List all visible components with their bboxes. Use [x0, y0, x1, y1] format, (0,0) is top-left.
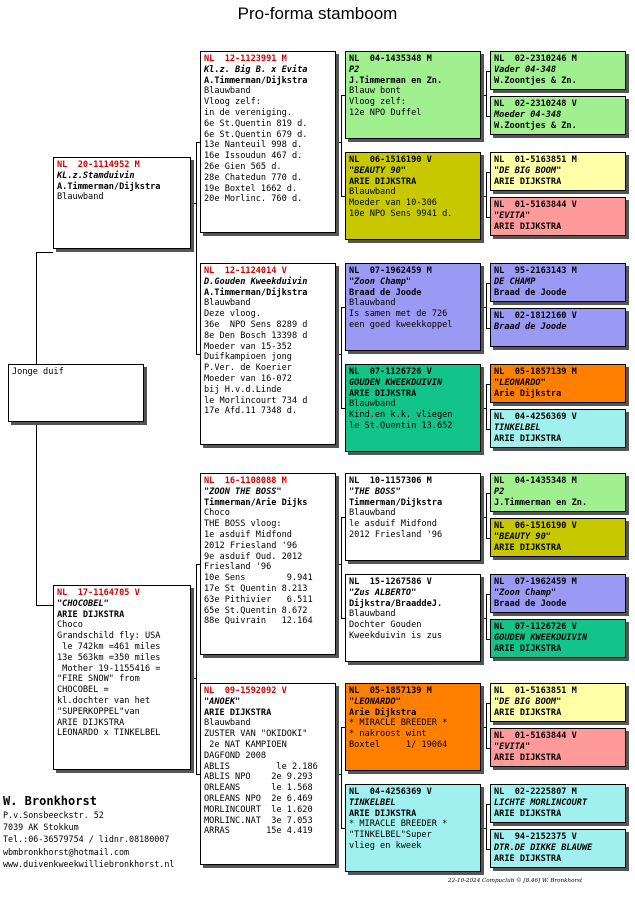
- great-great-grandparent-card: [490, 518, 626, 557]
- pedigree-line: 9e asduif Oud. 2012: [204, 551, 303, 562]
- pedigree-line: Moeder van 10-306: [349, 198, 437, 209]
- pedigree-line: Deze vloog.: [204, 309, 261, 320]
- pedigree-line: DAGFOND 2008: [204, 750, 267, 761]
- pedigree-line: 28e Chatedun 770 d.: [204, 172, 303, 183]
- ring-number: NL 07-1962459 M: [494, 577, 577, 587]
- pedigree-line: "Zoon Champ": [349, 276, 412, 287]
- parent-card: [53, 157, 191, 249]
- connector-line: [486, 594, 487, 640]
- pedigree-line: "TINKELBEL"Super: [349, 830, 432, 841]
- pedigree-line: Blauwband: [349, 508, 396, 519]
- great-grandparent-card: [345, 152, 481, 240]
- pedigree-line: 63e Pithivier 6.511: [204, 594, 313, 605]
- pedigree-line: * MIRACLE BREEDER *: [349, 718, 448, 729]
- pedigree-line: "ANOEK": [204, 696, 241, 707]
- pedigree-line: ARIE DIJKSTRA: [349, 388, 417, 399]
- connector-line: [196, 142, 197, 355]
- pedigree-line: "EVITA": [494, 210, 531, 221]
- great-great-grandparent-card: [490, 683, 626, 722]
- great-great-grandparent-card: [490, 263, 626, 302]
- pedigree-line: GOUDEN KWEEKDUIVIN: [349, 377, 443, 388]
- great-grandparent-card: [345, 263, 481, 351]
- pedigree-line: 13e Nanteuil 998 d.: [204, 140, 303, 151]
- pedigree-line: ARIE DIJKSTRA: [57, 609, 125, 620]
- owner-info: [3, 793, 174, 870]
- pedigree-line: Friesland '96: [204, 562, 272, 573]
- pedigree-line: Blauwband: [349, 399, 396, 410]
- pedigree-line: Blauwband: [349, 298, 396, 309]
- pedigree-line: 8e Den Bosch 13398 d: [204, 330, 308, 341]
- ring-number: NL 20-1114952 M: [57, 160, 140, 170]
- pedigree-line: "THE BOSS": [349, 486, 401, 497]
- pedigree-line: "Zus ALBERTO": [349, 587, 417, 598]
- owner-line: Tel.:06-36579754 / lidnr.08180007: [3, 834, 170, 845]
- great-great-grandparent-card: [490, 728, 626, 767]
- pedigree-line: Vader 04-348: [494, 64, 557, 75]
- pedigree-line: Blauw bont: [349, 86, 401, 97]
- pedigree-line: "BEAUTY 90": [349, 165, 406, 176]
- great-great-grandparent-card: [490, 96, 626, 135]
- pedigree-line: ARIE DIJKSTRA: [204, 707, 272, 718]
- pedigree-line: Braad de Joode: [349, 287, 422, 298]
- pedigree-line: 6e St.Quentin 819 d.: [204, 118, 308, 129]
- ring-number: NL 01-5163844 V: [494, 731, 577, 741]
- pedigree-line: "ZOON THE BOSS": [204, 486, 282, 497]
- owner-name: W. Bronkhorst: [3, 794, 97, 808]
- pedigree-line: ARIE DIJKSTRA: [349, 808, 417, 819]
- pedigree-line: Choco: [57, 620, 83, 631]
- pedigree-line: Moeder van 16-072: [204, 373, 292, 384]
- connector-line: [486, 71, 487, 117]
- ring-number: NL 04-1435348 M: [349, 54, 432, 64]
- pedigree-line: Blauwband: [204, 718, 251, 729]
- grandparent-card: [200, 473, 336, 655]
- connector-line: [341, 727, 342, 829]
- pedigree-line: GOUDEN KWEEKDUIVIN: [494, 632, 588, 643]
- pedigree-line: 36e NPO Sens 8289 d: [204, 319, 308, 330]
- pedigree-line: "CHOCOBEL": [57, 598, 109, 609]
- great-grandparent-card: [345, 364, 481, 452]
- pedigree-line: 2012 Friesland '96: [204, 540, 298, 551]
- pedigree-line: Kl.z. Big B. x Evita: [204, 64, 308, 75]
- great-great-grandparent-card: [490, 152, 626, 191]
- pedigree-line: ARIE DIJKSTRA: [494, 433, 562, 444]
- pedigree-line: ARIE DIJKSTRA: [494, 752, 562, 763]
- ring-number: NL 16-1108088 M: [204, 476, 287, 486]
- pedigree-line: TINKELBEL: [349, 797, 396, 808]
- pedigree-line: * nakroost wint: [349, 729, 427, 740]
- pedigree-line: 26e Gien 565 d.: [204, 161, 282, 172]
- connector-line: [36, 252, 53, 253]
- pedigree-line: ARIE DIJKSTRA: [494, 808, 562, 819]
- pedigree-line: 17e St Quentin 8.213: [204, 583, 308, 594]
- pedigree-line: Dijkstra/BraaddeJ.: [349, 598, 443, 609]
- pedigree-line: 2012 Friesland '96: [349, 529, 443, 540]
- great-great-grandparent-card: [490, 619, 626, 658]
- connector-line: [341, 517, 342, 619]
- pedigree-line: "DE BIG BOOM": [494, 165, 562, 176]
- pedigree-line: "LEONARDO": [494, 377, 546, 388]
- pedigree-line: W.Zoontjes & Zn.: [494, 120, 577, 131]
- pedigree-line: 65e St.Quentin 8.672: [204, 605, 308, 616]
- pedigree-line: 16e Issoudun 467 d.: [204, 151, 303, 162]
- page-title: Pro-forma stamboom: [237, 4, 398, 23]
- pedigree-line: ARIE DIJKSTRA: [494, 542, 562, 553]
- pedigree-line: A.Timmerman/Dijkstra: [204, 75, 308, 86]
- ring-number: NL 05-1857139 M: [349, 686, 432, 696]
- pedigree-line: Blauwband: [349, 187, 396, 198]
- pedigree-line: 2e NAT KAMPIOEN: [204, 739, 287, 750]
- ring-number: NL 07-1962459 M: [349, 266, 432, 276]
- pedigree-line: Timmerman/Arie Dijks: [204, 497, 308, 508]
- pedigree-line: Is samen met de 726: [349, 309, 448, 320]
- great-great-grandparent-card: [490, 473, 626, 512]
- connector-line: [341, 95, 342, 197]
- great-great-grandparent-card: [490, 784, 626, 823]
- pedigree-line: Duifkampioen jong: [204, 352, 292, 363]
- pedigree-line: Kweekduivin is zus: [349, 630, 443, 641]
- connector-line: [36, 252, 37, 364]
- ring-number: NL 17-1164705 V: [57, 588, 140, 598]
- ring-number: NL 01-5163851 M: [494, 686, 577, 696]
- ring-number: NL 01-5163851 M: [494, 155, 577, 165]
- connector-line: [486, 283, 487, 329]
- pedigree-line: Vloog zelf:: [349, 97, 406, 108]
- pedigree-line: ARIE DIJKSTRA: [494, 176, 562, 187]
- pedigree-line: 6e St.Quentin 679 d.: [204, 129, 308, 140]
- ring-number: NL 12-1124014 V: [204, 266, 287, 276]
- pedigree-line: 13e 563km =350 miles: [57, 652, 161, 663]
- connector-line: [486, 804, 487, 850]
- ring-number: NL 01-5163844 V: [494, 200, 577, 210]
- pedigree-line: ARIE DIJKSTRA: [57, 717, 125, 728]
- pedigree-line: TINKELBEL: [494, 422, 541, 433]
- pedigree-line: A.Timmerman/Dijkstra: [204, 287, 308, 298]
- great-great-grandparent-card: [490, 409, 626, 448]
- pedigree-line: "EVITA": [494, 741, 531, 752]
- pedigree-line: Choco: [204, 508, 230, 519]
- pedigree-line: "LEONARDO": [349, 696, 401, 707]
- pedigree-line: Vloog zelf:: [204, 97, 261, 108]
- great-grandparent-card: [345, 683, 481, 771]
- owner-line: www.duivenkweekwilliebronkhorst.nl: [3, 858, 175, 869]
- connector-line: [486, 172, 487, 218]
- pedigree-line: 12e NPO Duffel: [349, 107, 422, 118]
- pedigree-line: ZUSTER VAN "OKIDOKI": [204, 729, 308, 740]
- pedigree-line: ARRAS 15e 4.419: [204, 826, 313, 837]
- ring-number: NL 09-1592092 V: [204, 686, 287, 696]
- great-great-grandparent-card: [490, 51, 626, 90]
- great-grandparent-card: [345, 784, 481, 872]
- connector-line: [486, 384, 487, 430]
- pedigree-line: Arie Dijkstra: [349, 707, 417, 718]
- pedigree-line: KL.z.Stamduivin: [57, 170, 135, 181]
- pedigree-line: een goed kweekkoppel: [349, 319, 453, 330]
- ring-number: NL 12-1123991 M: [204, 54, 287, 64]
- pedigree-line: 20e Morlinc. 760 d.: [204, 194, 303, 205]
- pedigree-line: ARIE DIJKSTRA: [494, 853, 562, 864]
- subject-card: [8, 364, 144, 422]
- pedigree-line: in de vereniging.: [204, 107, 292, 118]
- pedigree-line: ARIE DIJKSTRA: [494, 221, 562, 232]
- pedigree-line: "DE BIG BOOM": [494, 696, 562, 707]
- pedigree-line: ARIE DIJKSTRA: [349, 176, 417, 187]
- pedigree-line: Moeder van 15-352: [204, 341, 292, 352]
- ring-number: NL 07-1126726 V: [494, 622, 577, 632]
- pedigree-line: D.Gouden Kweekduivin: [204, 276, 308, 287]
- ring-number: NL 04-1435348 M: [494, 476, 577, 486]
- pedigree-line: 10e Sens 9.941: [204, 573, 313, 584]
- pedigree-line: le asduif Midfond: [349, 519, 437, 530]
- great-great-grandparent-card: [490, 574, 626, 613]
- connector-line: [36, 605, 53, 606]
- ring-number: NL 04-4256369 V: [494, 412, 577, 422]
- pedigree-line: le Morlincourt 734 d: [204, 395, 308, 406]
- pedigree-line: Jonge duif: [12, 367, 64, 377]
- pedigree-line: Timmerman/Dijkstra: [349, 497, 443, 508]
- pedigree-line: Arie Dijkstra: [494, 388, 562, 399]
- great-grandparent-card: [345, 51, 481, 139]
- pedigree-line: 19e Boxtel 1662 d.: [204, 183, 298, 194]
- pedigree-line: Moeder 04-348: [494, 109, 562, 120]
- pedigree-line: ARIE DIJKSTRA: [494, 643, 562, 654]
- connector-line: [196, 564, 197, 775]
- pedigree-line: A.Timmerman/Dijkstra: [57, 181, 161, 192]
- pedigree-line: 1e asduif Midfond: [204, 529, 292, 540]
- pedigree-line: Kind.en k.k. vliegen: [349, 410, 453, 421]
- pedigree-line: LICHTE MORLINCOURT: [494, 797, 588, 808]
- pedigree-line: Blauwband: [57, 192, 104, 203]
- pedigree-line: 88e Quivrain 12.164: [204, 616, 313, 627]
- pedigree-line: ORLEANS le 1.568: [204, 783, 313, 794]
- connector-line: [341, 307, 342, 409]
- connector-line: [486, 703, 487, 749]
- pedigree-line: W.Zoontjes & Zn.: [494, 75, 577, 86]
- pedigree-line: Braad de Joode: [494, 287, 567, 298]
- pedigree-line: Blauwband: [204, 298, 251, 309]
- ring-number: NL 05-1857139 M: [494, 367, 577, 377]
- ring-number: NL 15-1267586 V: [349, 577, 432, 587]
- great-grandparent-card: [345, 574, 481, 662]
- pedigree-line: le St.Quentin 13.652: [349, 420, 453, 431]
- footer-note: 22-10-2024 Compuclub © [8.46] W. Bronkhorst: [448, 878, 583, 884]
- pedigree-line: ARIE DIJKSTRA: [494, 707, 562, 718]
- pedigree-line: LEONARDO x TINKELBEL: [57, 728, 161, 739]
- great-great-grandparent-card: [490, 364, 626, 403]
- pedigree-line: * MIRACLE BREEDER *: [349, 819, 448, 830]
- great-grandparent-card: [345, 473, 481, 561]
- pedigree-line: P.Ver. de Koerier: [204, 363, 292, 374]
- ring-number: NL 94-2152375 V: [494, 832, 577, 842]
- pedigree-line: ORLEANS NPO 2e 6.469: [204, 793, 313, 804]
- pedigree-line: ABLIS le 2.186: [204, 761, 318, 772]
- ring-number: NL 95-2163143 M: [494, 266, 577, 276]
- pedigree-line: Grandschild fly: USA: [57, 631, 161, 642]
- ring-number: NL 02-1812160 V: [494, 311, 577, 321]
- grandparent-card: [200, 51, 336, 233]
- ring-number: NL 06-1516190 V: [494, 521, 577, 531]
- pedigree-line: "FIRE SNOW" from: [57, 674, 140, 685]
- great-great-grandparent-card: [490, 197, 626, 236]
- ring-number: NL 02-2310248 V: [494, 99, 577, 109]
- pedigree-line: MORLINC.NAT 3e 7.053: [204, 815, 313, 826]
- pedigree-line: Blauwband: [204, 86, 251, 97]
- pedigree-line: J.Timmerman en Zn.: [494, 497, 588, 508]
- pedigree-line: Braad de Joode: [494, 321, 567, 332]
- pedigree-line: P2: [349, 64, 360, 75]
- ring-number: NL 06-1516190 V: [349, 155, 432, 165]
- pedigree-line: Dochter Gouden: [349, 620, 422, 631]
- ring-number: NL 10-1157306 M: [349, 476, 432, 486]
- pedigree-line: CHOCOBEL =: [57, 685, 109, 696]
- ring-number: NL 02-2310246 M: [494, 54, 577, 64]
- grandparent-card: [200, 263, 336, 445]
- pedigree-line: Mother 19-1155416 =: [57, 663, 161, 674]
- pedigree-line: Blauwband: [349, 609, 396, 620]
- pedigree-line: 17e Afd.11 7348 d.: [204, 406, 298, 417]
- pedigree-line: kl.dochter van het: [57, 695, 151, 706]
- pedigree-line: Braad de Joode: [494, 598, 567, 609]
- pedigree-line: bij H.v.d.Linde: [204, 384, 282, 395]
- owner-line: wbmbronkhorst@hotmail.com: [3, 846, 130, 857]
- great-great-grandparent-card: [490, 308, 626, 347]
- ring-number: NL 02-2225807 M: [494, 787, 577, 797]
- pedigree-line: Boxtel 1/ 19064: [349, 739, 448, 750]
- connector-line: [486, 493, 487, 539]
- great-great-grandparent-card: [490, 829, 626, 868]
- pedigree-line: THE BOSS vloog:: [204, 519, 282, 530]
- pedigree-line: DE CHAMP: [494, 276, 536, 287]
- pedigree-line: DTR.DE DIKKE BLAUWE: [494, 842, 593, 853]
- grandparent-card: [200, 683, 336, 865]
- connector-line: [36, 422, 37, 605]
- pedigree-line: MORLINCOURT le 1.620: [204, 804, 313, 815]
- pedigree-line: ABLIS NPO 2e 9.293: [204, 772, 313, 783]
- ring-number: NL 07-1126726 V: [349, 367, 432, 377]
- ring-number: NL 04-4256369 V: [349, 787, 432, 797]
- pedigree-line: J.Timmerman en Zn.: [349, 75, 443, 86]
- pedigree-line: P2: [494, 486, 505, 497]
- pedigree-line: "Zoon Champ": [494, 587, 557, 598]
- pedigree-line: vlieg en kweek: [349, 840, 422, 851]
- owner-line: 7039 AK Stokkum: [3, 822, 79, 833]
- parent-card: [53, 585, 191, 770]
- pedigree-line: "BEAUTY 90": [494, 531, 551, 542]
- pedigree-line: 10e NPO Sens 9941 d.: [349, 208, 453, 219]
- pedigree-line: le 742km =461 miles: [57, 641, 161, 652]
- pedigree-line: "SUPERKOPPEL"van: [57, 706, 140, 717]
- owner-line: P.v.Sonsbeeckstr. 52: [3, 810, 104, 820]
